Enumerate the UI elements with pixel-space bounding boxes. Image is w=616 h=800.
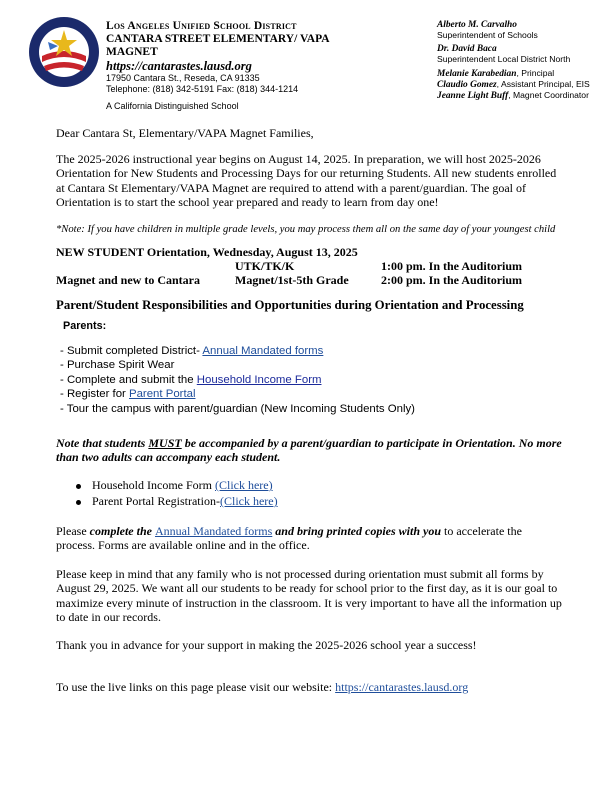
staff-title: Superintendent of Schools	[437, 30, 538, 40]
schedule-time: 1:00 pm. In the Auditorium	[381, 259, 523, 273]
staff-name: Alberto M. Carvalho	[437, 20, 517, 30]
admin-title: , Magnet Coordinator	[508, 90, 589, 100]
schedule-grade: UTK/TK/K	[235, 259, 295, 273]
staff-list	[437, 20, 612, 101]
admin-line	[437, 79, 612, 90]
school-url[interactable]: https://cantarastes.lausd.org	[106, 59, 252, 73]
list-item: - Tour the campus with parent/guardian (New Incoming Students Only)	[60, 402, 415, 415]
admin-line	[437, 68, 612, 79]
annual-mandated-forms-link-2[interactable]: Annual Mandated forms	[154, 524, 273, 538]
thank-you: Thank you in advance for your support in making the 2025-2026 school year a success!	[56, 638, 477, 652]
household-income-form-link[interactable]: Household Income Form	[196, 373, 322, 386]
admin-title: , Principal	[516, 68, 555, 78]
list-item: - Complete and submit the Household Income Form	[60, 373, 322, 386]
district-name: Los Angeles Unified School District	[106, 20, 297, 32]
school-name: CANTARA STREET ELEMENTARY/ VAPA MAGNET	[106, 33, 329, 58]
admin-line	[437, 90, 612, 101]
school-phone: Telephone: (818) 342-5191 Fax: (818) 344-1214	[106, 84, 299, 94]
parent-items	[60, 344, 540, 416]
bullet-item: Household Income Form (Click here)	[92, 478, 273, 492]
household-income-click-here-link[interactable]: (Click here)	[214, 478, 273, 492]
must-emphasis: MUST	[148, 436, 182, 450]
website-link[interactable]: https://cantarastes.lausd.org	[335, 680, 469, 694]
website-line: To use the live links on this page please visit our website: https://cantarastes.lausd.org	[56, 680, 469, 694]
intro-paragraph: The 2025-2026 instructional year begins on August 14, 2025. In preparation, we will host 2025-2026 Orientation for New Students and Processing Days for our returning Students. All new students enrolled at Cantara St Elementary/VAPA Magnet are required to attend with a parent/guardian. The goal of Orientation is to start the school year prepared and ready to learn from day one!	[56, 152, 557, 210]
parents-label: Parents:	[63, 320, 107, 332]
parent-portal-click-here-link[interactable]: (Click here)	[219, 494, 278, 508]
parent-portal-link[interactable]: Parent Portal	[129, 388, 196, 401]
school-header	[106, 20, 366, 112]
must-accompany-note: Note that students MUST be accompanied by a parent/guardian to participate in Orientation. No more than two adults can accompany each student.	[56, 436, 562, 465]
responsibilities-title: Parent/Student Responsibilities and Opportunities during Orientation and Processing	[56, 298, 524, 312]
school-seal-logo	[28, 16, 100, 88]
greeting: Dear Cantara St, Elementary/VAPA Magnet Families,	[56, 126, 314, 140]
orientation-title: NEW STUDENT Orientation, Wednesday, August 13, 2025	[56, 245, 358, 259]
schedule-grade: Magnet/1st-5th Grade	[235, 273, 349, 287]
admin-name: Jeanne Light Buff	[437, 91, 509, 101]
multiple-grades-note: *Note: If you have children in multiple grade levels, you may process them all on the same day of your youngest child	[56, 224, 556, 235]
bullet-item: Parent Portal Registration-(Click here)	[92, 494, 278, 508]
annual-mandated-forms-link[interactable]: Annual Mandated forms	[202, 345, 324, 357]
school-address: 17950 Cantara St., Reseda, CA 91335	[106, 73, 260, 83]
bullet-dot	[76, 500, 81, 505]
school-tagline: A California Distinguished School	[106, 101, 239, 111]
deadline-paragraph: Please keep in mind that any family who is not processed during orientation must submit all forms by August 29, 2025. We want all our students to be ready for school prior to the first day, as it is our goal to maximize every minute of instruction in the classroom. It is very important to have all the information up to date in our records.	[56, 567, 562, 625]
list-item: - Purchase Spirit Wear	[60, 359, 175, 372]
schedule-group: Magnet and new to Cantara	[56, 273, 200, 287]
staff-name: Dr. David Baca	[437, 44, 497, 54]
admin-title: , Assistant Principal, EIS	[496, 79, 590, 89]
staff-title: Superintendent Local District North	[437, 54, 571, 64]
schedule-time: 2:00 pm. In the Auditorium	[381, 273, 523, 287]
list-item: - Register for Parent Portal	[60, 388, 196, 401]
admin-name: Melanie Karabedian	[437, 69, 517, 79]
complete-forms-paragraph: Please complete the Annual Mandated forms and bring printed copies with you to accelerate the process. Forms are available online and in the office.	[56, 524, 522, 553]
bullet-dot	[76, 484, 81, 489]
list-item: - Submit completed District- Annual Mandated forms	[60, 345, 324, 357]
admin-name: Claudio Gomez	[437, 80, 497, 90]
